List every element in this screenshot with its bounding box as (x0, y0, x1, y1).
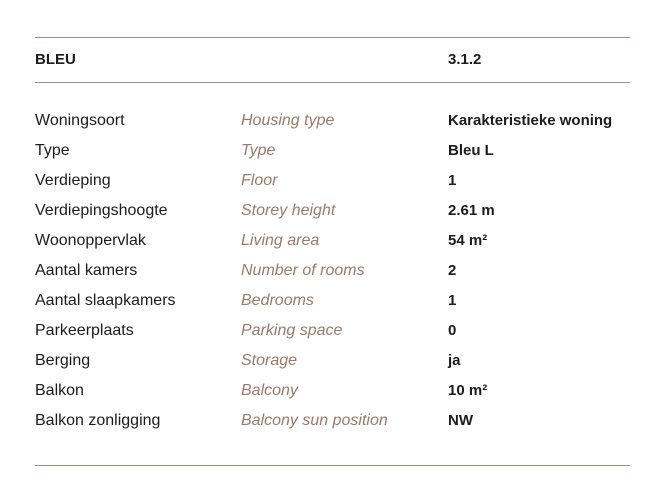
spec-value: 1 (448, 172, 457, 189)
english-label: Living area (241, 232, 320, 249)
dutch-label: Type (35, 142, 70, 159)
english-label: Storey height (241, 202, 336, 219)
spec-value: 2 (448, 262, 457, 279)
spec-value: Bleu L (448, 142, 494, 159)
dutch-label: Woningsoort (35, 112, 125, 129)
spec-header (35, 51, 630, 71)
spec-row-floor (35, 171, 630, 201)
english-label: Number of rooms (241, 262, 365, 279)
english-label: Balcony (241, 382, 298, 399)
dutch-label: Balkon zonligging (35, 412, 161, 429)
english-label: Floor (241, 172, 278, 189)
spec-row-parking-space (35, 321, 630, 351)
spec-value: 2.61 m (448, 202, 495, 219)
spec-value: 0 (448, 322, 457, 339)
unit-code: 3.1.2 (448, 51, 482, 68)
spec-row-bedrooms (35, 291, 630, 321)
spec-row-storey-height (35, 201, 630, 231)
dutch-label: Verdieping (35, 172, 111, 189)
dutch-label: Aantal slaapkamers (35, 292, 176, 309)
spec-value: NW (448, 412, 473, 429)
spec-row-balcony (35, 381, 630, 411)
english-label: Housing type (241, 112, 335, 129)
english-label: Balcony sun position (241, 412, 388, 429)
dutch-label: Aantal kamers (35, 262, 138, 279)
dutch-label: Verdiepingshoogte (35, 202, 168, 219)
spec-row-housing-type (35, 111, 630, 141)
spec-value: 54 m² (448, 232, 488, 249)
dutch-label: Berging (35, 352, 91, 369)
unit-name: BLEU (35, 51, 76, 68)
top-divider (35, 37, 630, 38)
spec-value: ja (448, 352, 461, 369)
spec-value: 1 (448, 292, 457, 309)
spec-row-storage (35, 351, 630, 381)
english-label: Type (241, 142, 276, 159)
spec-row-living-area (35, 231, 630, 261)
english-label: Bedrooms (241, 292, 314, 309)
english-label: Parking space (241, 322, 343, 339)
spec-row-balcony-sun-position (35, 411, 630, 441)
dutch-label: Parkeerplaats (35, 322, 134, 339)
dutch-label: Woonoppervlak (35, 232, 146, 249)
spec-table (35, 111, 630, 441)
header-divider (35, 82, 630, 83)
spec-row-number-of-rooms (35, 261, 630, 291)
spec-row-type (35, 141, 630, 171)
spec-value: 10 m² (448, 382, 488, 399)
spec-value: Karakteristieke woning (448, 112, 613, 129)
dutch-label: Balkon (35, 382, 84, 399)
bottom-divider (35, 465, 630, 466)
english-label: Storage (241, 352, 298, 369)
